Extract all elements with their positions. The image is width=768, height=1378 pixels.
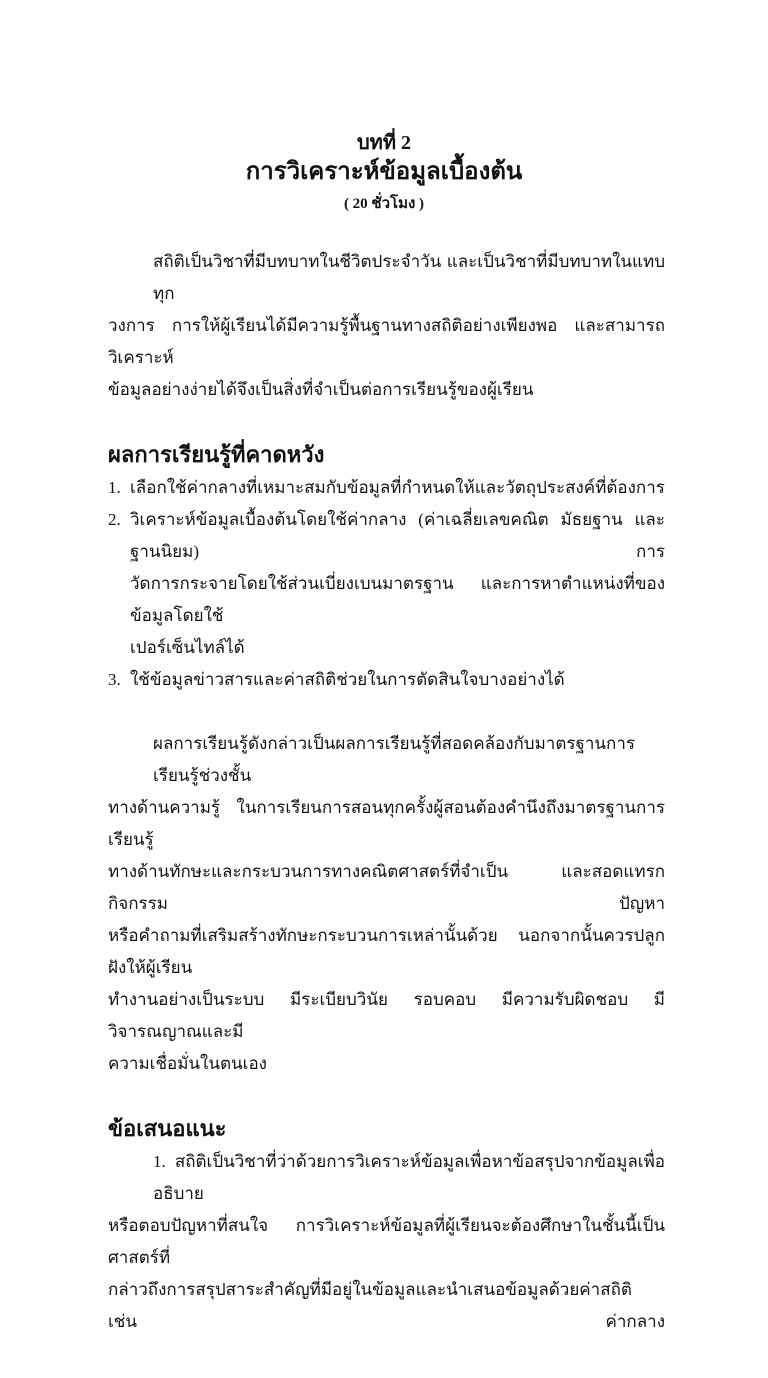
- outcome-item: [108, 504, 665, 664]
- para-line: ผลการเรียนรู้ดังกล่าวเป็นผลการเรียนรู้ที่สอดคล้องกับมาตรฐานการเรียนรู้ช่วงชั้น: [153, 734, 636, 785]
- chapter-label: บทที่ 2: [356, 132, 412, 154]
- suggestion-line: กล่าวถึงการสรุปสาระสำคัญที่มีอยู่ในข้อมูลและนำเสนอข้อมูลด้วยค่าสถิติ เช่น ค่ากลาง: [108, 1280, 665, 1331]
- item-number: 2.: [108, 510, 121, 529]
- item-text: วัดการกระจายโดยใช้ส่วนเบี่ยงเบนมาตรฐาน และการหาตำแหน่งที่ของข้อมูลโดยใช้: [130, 574, 665, 625]
- suggestions-heading: ข้อเสนอแนะ: [108, 1116, 227, 1141]
- suggestion-line: หรือตอบปัญหาที่สนใจ การวิเคราะห์ข้อมูลที่ผู้เรียนจะต้องศึกษาในชั้นนี้เป็นศาสตร์ที่: [108, 1216, 665, 1267]
- para-line: ทำงานอย่างเป็นระบบ มีระเบียบวินัย รอบคอบ มีความรับผิดชอบ มีวิจารณญาณและมี: [108, 990, 665, 1041]
- para-line: ทางด้านความรู้ ในการเรียนการสอนทุกครั้งผู้สอนต้องคำนึงถึงมาตรฐานการเรียนรู้: [108, 798, 665, 849]
- suggestion-line: 1. สถิติเป็นวิชาที่ว่าด้วยการวิเคราะห์ข้อมูลเพื่อหาข้อสรุปจากข้อมูลเพื่ออธิบาย: [153, 1152, 665, 1203]
- intro-line: วงการ การให้ผู้เรียนได้มีความรู้พื้นฐานทางสถิติอย่างเพียงพอ และสามารถวิเคราะห์: [108, 316, 665, 367]
- intro-line: สถิติเป็นวิชาที่มีบทบาทในชีวิตประจำวัน และเป็นวิชาที่มีบทบาทในแทบทุก: [153, 252, 665, 303]
- item-text: ใช้ข้อมูลข่าวสารและค่าสถิติช่วยในการตัดสินใจบางอย่างได้: [130, 670, 565, 689]
- item-number: 1.: [108, 478, 121, 497]
- outcome-item: [108, 664, 665, 696]
- item-text: วิเคราะห์ข้อมูลเบื้องต้นโดยใช้ค่ากลาง (ค่าเฉลี่ยเลขคณิต มัธยฐาน และฐานนิยม) การ: [130, 510, 665, 561]
- para-line: หรือคำถามที่เสริมสร้างทักษะกระบวนการเหล่านั้นด้วย นอกจากนั้นควรปลูกฝังให้ผู้เรียน: [108, 926, 665, 977]
- outcome-item: [108, 472, 665, 504]
- chapter-title: การวิเคราะห์ข้อมูลเบื้องต้น: [245, 159, 523, 185]
- chapter-hours: ( 20 ชั่วโมง ): [343, 196, 425, 212]
- para-line: ความเชื่อมั่นในตนเอง: [108, 1054, 267, 1073]
- item-number: 3.: [108, 670, 121, 689]
- para-line: ทางด้านทักษะและกระบวนการทางคณิตศาสตร์ที่จำเป็น และสอดแทรกกิจกรรม ปัญหา: [108, 862, 665, 913]
- item-text: เลือกใช้ค่ากลางที่เหมาะสมกับข้อมูลที่กำหนดให้และวัตถุประสงค์ที่ต้องการ: [130, 478, 665, 497]
- outcomes-heading: ผลการเรียนรู้ที่คาดหวัง: [108, 442, 325, 467]
- intro-line: ข้อมูลอย่างง่ายได้จึงเป็นสิ่งที่จำเป็นต่อการเรียนรู้ของผู้เรียน: [108, 380, 534, 399]
- item-text: เปอร์เซ็นไทล์ได้: [130, 638, 245, 657]
